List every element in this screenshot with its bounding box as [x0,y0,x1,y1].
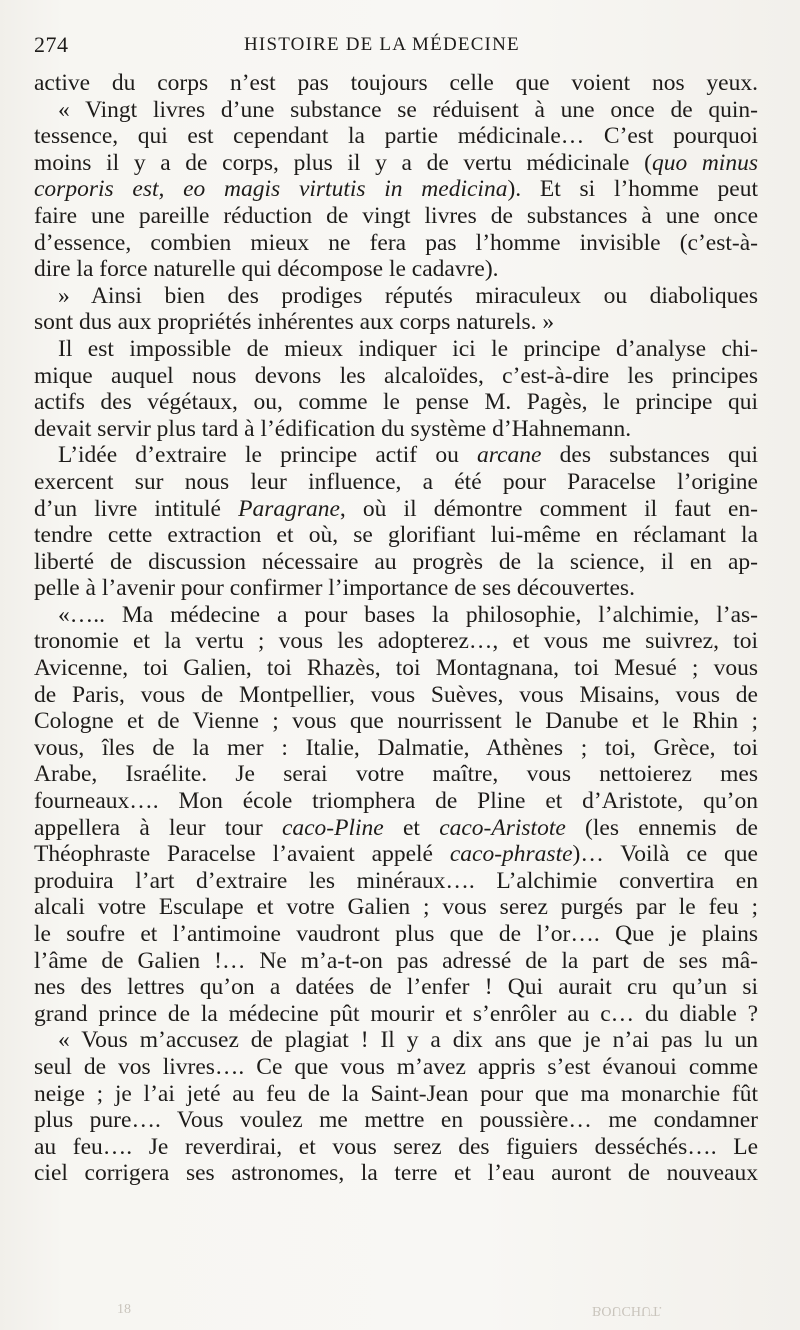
text-line: exercent sur nous leur influence, a été pour Paracelse l’origine [34,468,758,495]
text-line: vous, îles de la mer : Italie, Dalmatie, Athènes ; toi, Grèce, toi [34,734,758,761]
page-header [34,32,758,62]
text-line: tronomie et la vertu ; vous les adopterez…, et vous me suivrez, toi [34,628,758,655]
page-number: 274 [34,32,69,57]
text-line: tendre cette extraction et où, se glorifiant lui-même en réclamant la [34,522,758,549]
text-line: Cologne et de Vienne ; vous que nourrissent le Danube et le Rhin ; [34,708,758,735]
text-line: appellera à leur tour caco-Pline et caco-Aristote (les ennemis de [34,814,758,841]
text-line: l’âme de Galien !… Ne m’a-t-on pas adressé de la part de ses mâ- [34,947,758,974]
text-line: «….. Ma médecine a pour bases la philosophie, l’alchimie, l’as- [58,601,758,628]
text-line: plus pure…. Vous voulez me mettre en poussière… me condamner [34,1107,758,1134]
text-line: Arabe, Israélite. Je serai votre maître, vous nettoierez mes [34,761,758,788]
text-line: sont dus aux propriétés inhérentes aux corps naturels. » [34,309,555,336]
text-line: « Vingt livres d’une substance se réduisent à une once de quin- [58,96,758,123]
text-line: corporis est, eo magis virtutis in medicina). Et si l’homme peut [34,176,759,203]
text-line: produira l’art d’extraire les minéraux…. L’alchimie convertira en [34,867,758,894]
text-line: Avicenne, toi Galien, toi Rhazès, toi Montagnana, toi Mesué ; vous [34,655,758,682]
text-line: d’essence, combien mieux ne fera pas l’homme invisible (c’est-à- [34,229,758,256]
text-line: grand prince de la médecine pût mourir et s’enrôler au c… du diable ? [34,1000,758,1027]
text-line: liberté de discussion nécessaire au progrès de la science, il en ap- [34,548,758,575]
text-line: le soufre et l’antimoine vaudront plus que de l’or…. Que je plains [34,921,758,947]
text-line: ciel corrigera ses astronomes, la terre et l’eau auront de nouveaux [34,1160,758,1187]
text-line: Théophraste Paracelse l’avaient appelé caco-phraste)… Voilà ce que [34,841,758,868]
text-line: fourneaux…. Mon école triomphera de Pline et d’Aristote, qu’on [34,788,758,815]
text-line: mique auquel nous devons les alcaloïdes, c’est-à-dire les principes [34,362,758,389]
bleed-through-text: BOUCHUT. [592,1303,663,1318]
text-line: au feu…. Je reverdirai, et vous serez des figuiers desséchés…. Le [34,1133,758,1160]
text-line: d’un livre intitulé Paragrane, où il démontre comment il faut en- [34,495,759,522]
text-line: devait servir plus tard à l’édification du système d’Hahnemann. [34,415,632,442]
text-line: Il est impossible de mieux indiquer ici le principe d’analyse chi- [58,335,758,362]
text-line: nes des lettres qu’on a datées de l’enfer ! Qui aurait cru qu’un si [34,974,758,1001]
text-line: » Ainsi bien des prodiges réputés miraculeux ou diaboliques [58,282,758,309]
text-line: neige ; je l’ai jeté au feu de la Saint-Jean pour que ma monarchie fût [34,1080,758,1107]
text-line: de Paris, vous de Montpellier, vous Suèves, vous Misains, vous de [34,681,758,708]
text-line: L’idée d’extraire le principe actif ou arcane des substances qui [58,442,758,469]
text-line: alcali votre Esculape et votre Galien ; vous serez purgés par le feu ; [34,894,758,921]
text-line: actifs des végétaux, ou, comme le pense M. Pagès, le principe qui [34,389,758,416]
text-line: active du corps n’est pas toujours celle que voient nos yeux. [34,70,758,96]
body-text [34,70,758,1187]
text-line: faire une pareille réduction de vingt livres de substances à une once [34,202,758,229]
running-head: HISTOIRE DE LA MÉDECINE [244,34,520,55]
signature-mark: 18 [117,1302,131,1317]
text-line: moins il y a de corps, plus il y a de vertu médicinale (quo minus [34,149,758,176]
text-line: seul de vos livres…. Ce que vous m’avez appris s’est évanoui comme [34,1053,758,1080]
text-line: dire la force naturelle qui décompose le cadavre). [34,256,499,283]
text-line: pelle à l’avenir pour confirmer l’importance de ses découvertes. [34,575,635,602]
text-line: « Vous m’accusez de plagiat ! Il y a dix ans que je n’ai pas lu un [58,1027,758,1054]
text-line: tessence, qui est cependant la partie médicinale… C’est pourquoi [34,123,758,150]
